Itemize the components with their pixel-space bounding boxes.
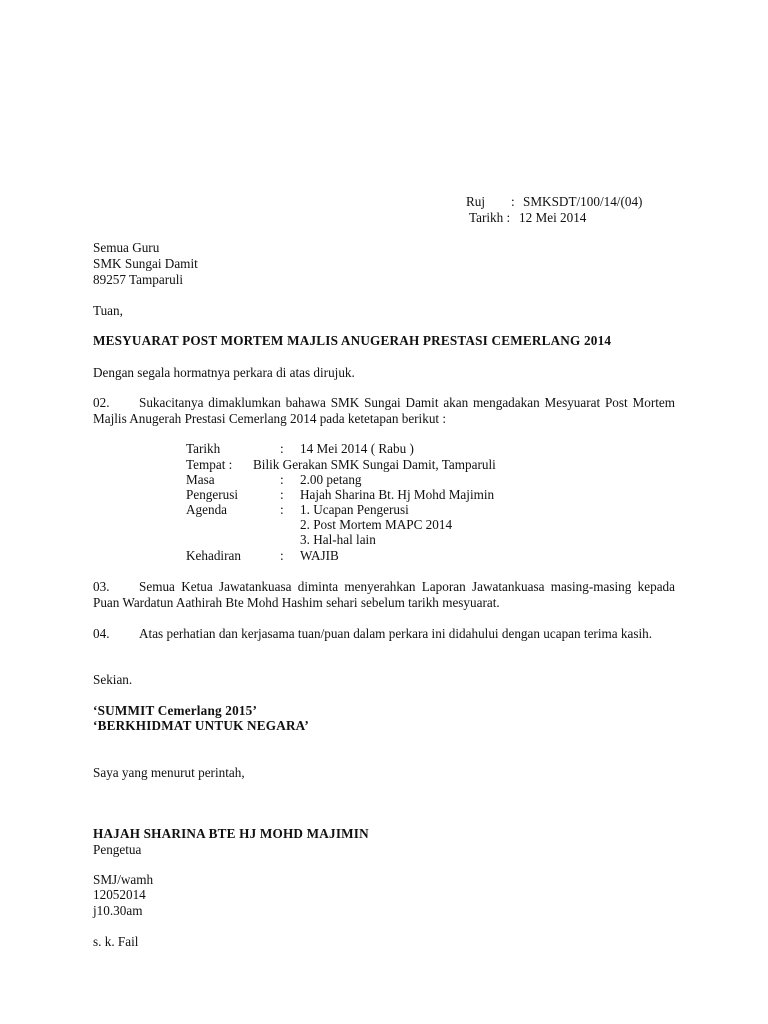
agenda-item: 1. Ucapan Pengerusi bbox=[300, 502, 409, 517]
paragraph-02 bbox=[93, 395, 675, 427]
signatory-name: HAJAH SHARINA BTE HJ MOHD MAJIMIN bbox=[93, 826, 369, 841]
detail-agenda-label: Agenda bbox=[186, 502, 228, 517]
opening-line: Dengan segala hormatnya perkara di atas dirujuk. bbox=[93, 365, 355, 380]
detail-tarikh-label: Tarikh bbox=[186, 441, 221, 456]
detail-tempat-value: Bilik Gerakan SMK Sungai Damit, Tamparuli bbox=[253, 457, 496, 472]
motto-berkhidmat: ‘BERKHIDMAT UNTUK NEGARA’ bbox=[93, 718, 310, 733]
detail-tarikh-colon: : bbox=[280, 441, 284, 456]
agenda-item: 3. Hal-hal lain bbox=[300, 532, 376, 547]
footer-ref-time: j10.30am bbox=[93, 903, 143, 918]
detail-kehadiran-label: Kehadiran bbox=[186, 548, 241, 563]
detail-tempat-label: Tempat : bbox=[186, 457, 233, 472]
footer-ref-date: 12052014 bbox=[93, 887, 146, 902]
detail-pengerusi-value: Hajah Sharina Bt. Hj Mohd Majimin bbox=[300, 487, 495, 502]
footer-cc: s. k. Fail bbox=[93, 934, 139, 949]
tarikh-value: 12 Mei 2014 bbox=[519, 210, 587, 225]
recipient-line2: SMK Sungai Damit bbox=[93, 256, 198, 271]
paragraph-04-number: 04. bbox=[93, 626, 110, 641]
agenda-item: 2. Post Mortem MAPC 2014 bbox=[300, 517, 453, 532]
paragraph-02-number: 02. bbox=[93, 395, 110, 410]
paragraph-04 bbox=[93, 626, 675, 642]
detail-kehadiran-value: WAJIB bbox=[300, 548, 339, 563]
motto-summit: ‘SUMMIT Cemerlang 2015’ bbox=[93, 703, 258, 718]
subject-heading: MESYUARAT POST MORTEM MAJLIS ANUGERAH PRESTASI CEMERLANG 2014 bbox=[93, 333, 612, 348]
ruj-value: SMKSDT/100/14/(04) bbox=[523, 194, 643, 209]
detail-masa-value: 2.00 petang bbox=[300, 472, 362, 487]
order-line: Saya yang menurut perintah, bbox=[93, 765, 245, 780]
tarikh-label: Tarikh : bbox=[469, 210, 511, 225]
recipient-line3: 89257 Tamparuli bbox=[93, 272, 184, 287]
closing: Sekian. bbox=[93, 672, 133, 687]
paragraph-03-text: Semua Ketua Jawatankuasa diminta menyerahkan Laporan Jawatankuasa masing-masing kepada Puan Wardatun Aathirah Bte Mohd Hashim sehari sebelum tarikh mesyuarat. bbox=[93, 579, 675, 610]
signatory-title: Pengetua bbox=[93, 842, 142, 857]
detail-agenda-colon: : bbox=[280, 502, 284, 517]
ruj-label: Ruj bbox=[466, 194, 486, 209]
recipient-line1: Semua Guru bbox=[93, 240, 160, 255]
paragraph-04-text: Atas perhatian dan kerjasama tuan/puan dalam perkara ini didahului dengan ucapan terima kasih. bbox=[139, 626, 653, 641]
detail-tarikh-value: 14 Mei 2014 ( Rabu ) bbox=[300, 441, 414, 456]
detail-masa-label: Masa bbox=[186, 472, 215, 487]
paragraph-02-text: Sukacitanya dimaklumkan bahawa SMK Sungai Damit akan mengadakan Mesyuarat Post Mortem Majlis Anugerah Prestasi Cemerlang 2014 pada ketetapan berikut : bbox=[93, 395, 675, 426]
detail-pengerusi-colon: : bbox=[280, 487, 284, 502]
detail-kehadiran-colon: : bbox=[280, 548, 284, 563]
detail-pengerusi-label: Pengerusi bbox=[186, 487, 239, 502]
paragraph-03 bbox=[93, 579, 675, 611]
paragraph-03-number: 03. bbox=[93, 579, 110, 594]
ruj-colon: : bbox=[511, 194, 515, 209]
salutation: Tuan, bbox=[93, 303, 123, 318]
footer-ref-initials: SMJ/wamh bbox=[93, 872, 154, 887]
detail-masa-colon: : bbox=[280, 472, 284, 487]
